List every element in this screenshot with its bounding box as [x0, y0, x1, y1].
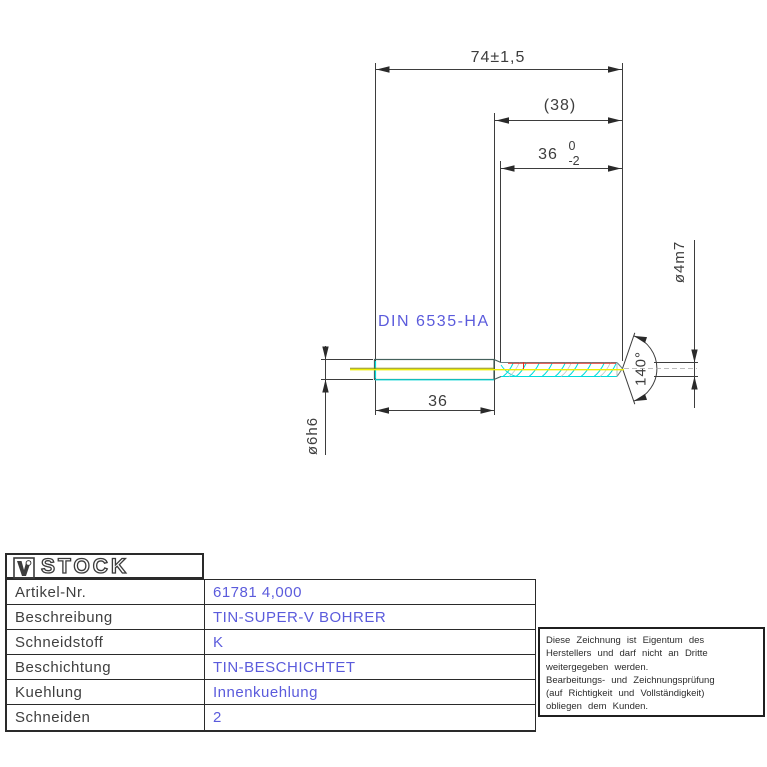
- row-value: TIN-SUPER-V BOHRER: [213, 608, 387, 626]
- row-label: Beschichtung: [7, 655, 205, 679]
- row-label: Beschreibung: [7, 605, 205, 629]
- row-value: TIN-BESCHICHTET: [213, 658, 356, 676]
- row-label: Kuehlung: [7, 680, 205, 704]
- note-line: obliegen dem Kunden.: [546, 701, 649, 713]
- table-row: [7, 605, 535, 630]
- dim-shank-diameter: ø6h6: [304, 416, 321, 456]
- note-line: Bearbeitungs- und Zeichnungsprüfung: [546, 674, 715, 686]
- note-line: weitergegeben werden.: [546, 661, 649, 673]
- ownership-note: [538, 627, 765, 717]
- row-value: 61781 4,000: [213, 583, 302, 601]
- dimension-lines: [326, 70, 695, 456]
- note-line: Herstellers und darf nicht an Dritte: [546, 648, 708, 660]
- dim-flute-ref: (38): [543, 97, 577, 114]
- manufacturer-logo-text: STOCK: [41, 554, 130, 578]
- spec-table: [5, 553, 536, 732]
- spec-rows: [5, 579, 536, 732]
- dim-usable-base: 36: [538, 146, 558, 163]
- note-line: (auf Richtigkeit und Vollständigkeit): [546, 688, 705, 700]
- row-value: 2: [213, 709, 222, 726]
- row-value: K: [213, 633, 224, 651]
- table-row: [7, 580, 535, 605]
- manufacturer-logo-cell: [5, 553, 204, 579]
- note-line: Diese Zeichnung ist Eigentum des: [546, 635, 705, 646]
- dim-point-angle: 140°: [632, 350, 650, 387]
- table-row: [7, 680, 535, 705]
- din-standard-label: DIN 6535-HA: [378, 313, 490, 330]
- dim-usable-tol-lower: -2: [568, 154, 580, 168]
- row-label: Artikel-Nr.: [7, 580, 205, 604]
- dimension-texts: [304, 49, 688, 455]
- table-row: [7, 655, 535, 680]
- row-value: Innenkuehlung: [213, 683, 318, 701]
- row-label: Schneiden: [7, 705, 205, 730]
- stock-v-logo-icon: [13, 557, 35, 584]
- table-row: [7, 705, 535, 730]
- dim-cutting-diameter: ø4m7: [671, 240, 688, 284]
- table-row: [7, 630, 535, 655]
- dim-usable-tol-upper: 0: [568, 139, 576, 153]
- dim-total-length: 74±1,5: [470, 49, 526, 66]
- row-label: Schneidstoff: [7, 630, 205, 654]
- dim-shank-length: 36: [428, 393, 448, 410]
